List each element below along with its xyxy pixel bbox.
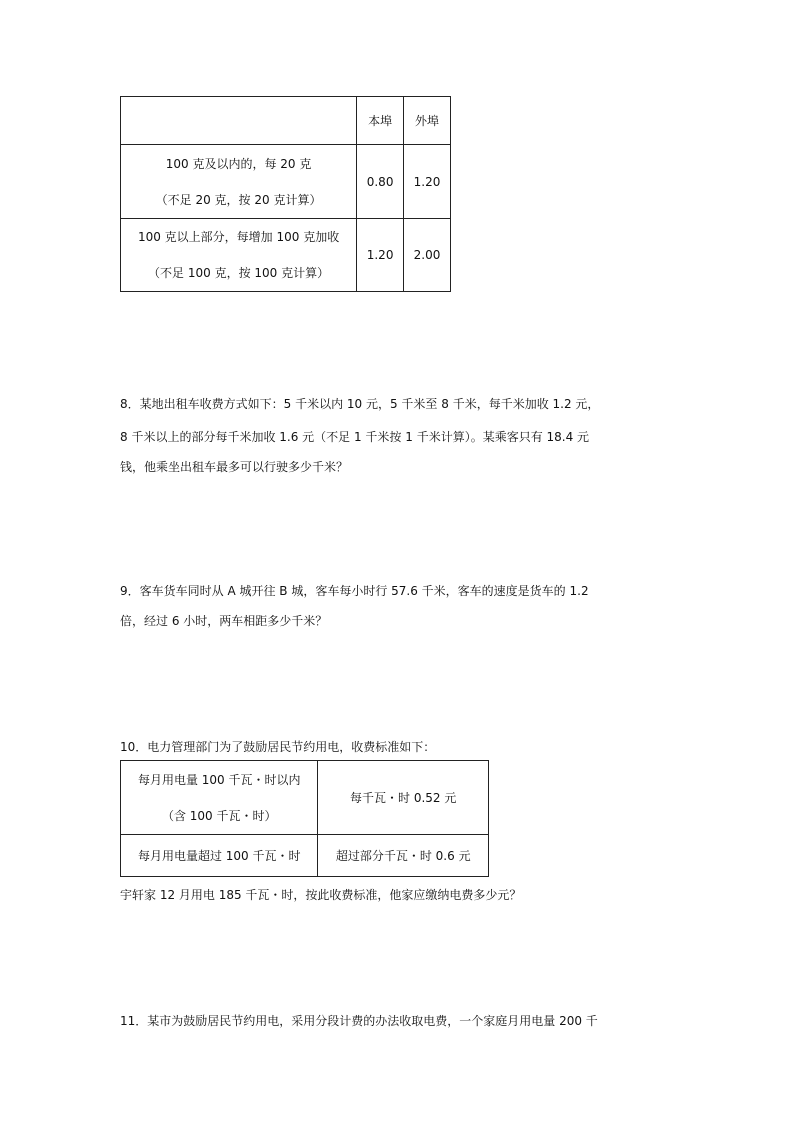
postage-table (120, 96, 451, 292)
desc-line: 100 克以上部分，每增加 100 克加收 (137, 230, 340, 244)
q11-line1: 11．某市为鼓励居民节约用电，采用分段计费的办法收取电费，一个家庭月用电量 200 千 (120, 1014, 598, 1028)
table-cell-local: 1.20 (357, 219, 404, 292)
table-row-desc (121, 145, 357, 219)
desc-line: 100 克及以内的，每 20 克 (165, 156, 312, 171)
desc-line: （不足 100 克，按 100 克计算） (148, 266, 330, 280)
table-cell-remote: 1.20 (404, 145, 451, 219)
q8-line3: 钱，他乘坐出租车最多可以行驶多少千米？ (120, 460, 349, 474)
elec-row1-left (121, 761, 318, 835)
q8-line2: 8 千米以上的部分每千米加收 1.6 元（不足 1 千米按 1 千米计算）。某乘客只有 18.4 元 (120, 430, 590, 444)
q10-question: 宇轩家 12 月用电 185 千瓦・时，按此收费标准，他家应缴纳电费多少元？ (120, 888, 522, 902)
table-cell-remote: 2.00 (404, 219, 451, 292)
elec-row1-right: 每千瓦・时 0.52 元 (318, 761, 489, 835)
table-header-blank (121, 97, 357, 145)
table-cell-local: 0.80 (357, 145, 404, 219)
elec-row2-left: 每月用电量超过 100 千瓦・时 (121, 835, 318, 877)
q9-line2: 倍，经过 6 小时，两车相距多少千米？ (120, 614, 328, 628)
elec-line: 每月用电量 100 千瓦・时以内 (137, 772, 301, 787)
q8-line1: 8．某地出租车收费方式如下：5 千米以内 10 元，5 千米至 8 千米，每千米加收 1.2 元， (120, 397, 600, 411)
q9-line1: 9．客车货车同时从 A 城开往 B 城，客车每小时行 57.6 千米，客车的速度是货车的 1.2 (120, 584, 589, 598)
elec-line: （含 100 千瓦・时） (161, 808, 277, 823)
table-header-remote: 外埠 (404, 97, 451, 145)
desc-line: （不足 20 克，按 20 克计算） (155, 192, 322, 207)
table-header-local: 本埠 (357, 97, 404, 145)
q10-intro: 10．电力管理部门为了鼓励居民节约用电，收费标准如下： (120, 740, 436, 754)
table-row-desc (121, 219, 357, 292)
electricity-table (120, 760, 489, 877)
elec-row2-right: 超过部分千瓦・时 0.6 元 (318, 835, 489, 877)
